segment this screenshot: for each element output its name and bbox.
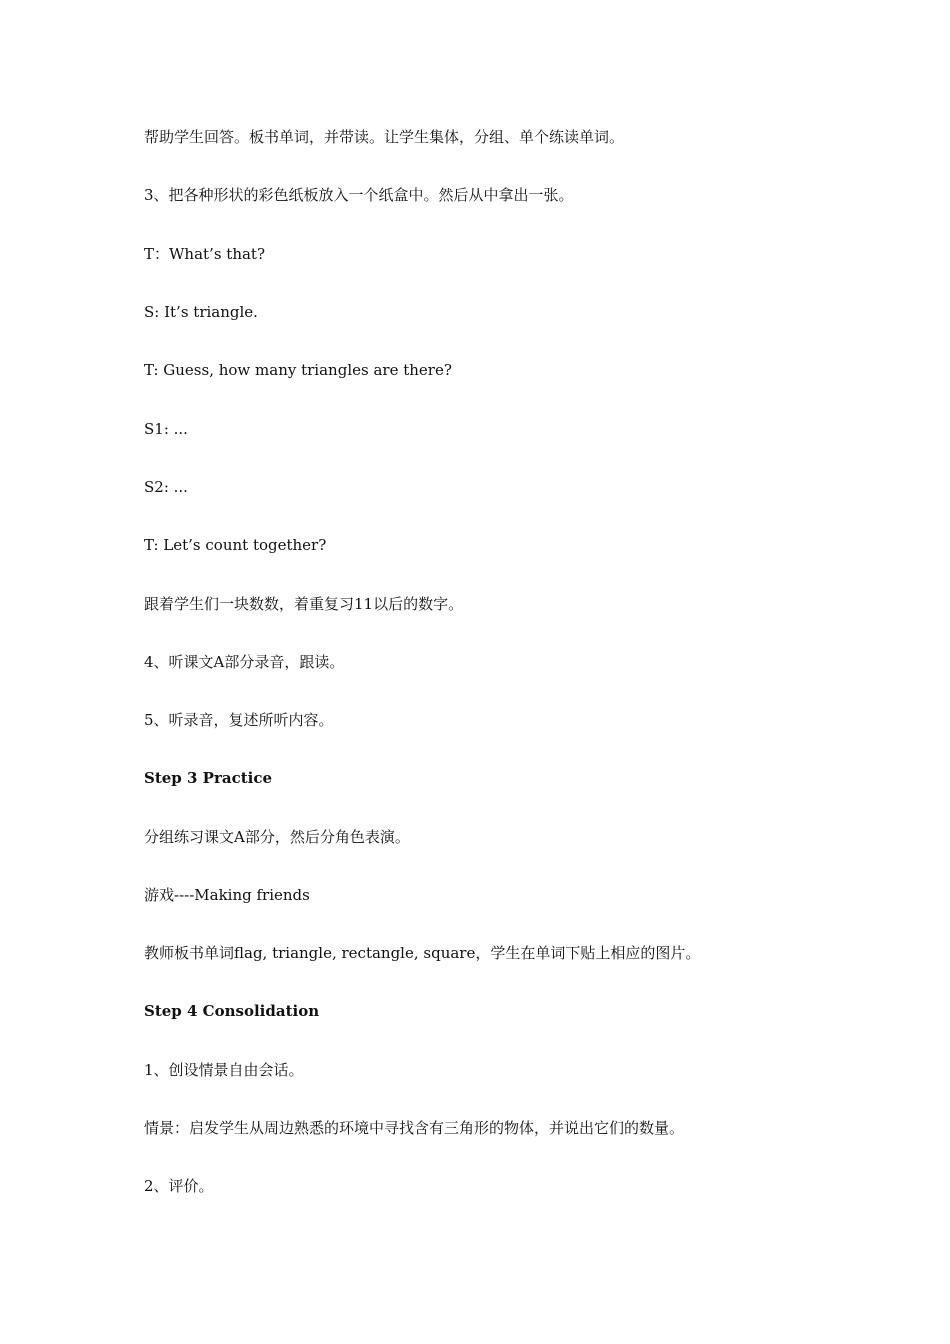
paragraph-free-conversation: 1、创设情景自由会话。 <box>144 1061 304 1079</box>
paragraph-evaluation: 2、评价。 <box>144 1177 214 1195</box>
dialogue-line-teacher-2: T: Guess, how many triangles are there? <box>144 361 452 379</box>
section-heading-practice: Step 3 Practice <box>144 769 273 787</box>
paragraph-game-making-friends: 游戏----Making friends <box>144 886 310 904</box>
dialogue-line-s2: S2: ... <box>144 478 188 496</box>
dialogue-line-teacher-1: T：What’s that? <box>144 245 265 263</box>
dialogue-line-teacher-3: T: Let’s count together? <box>144 536 327 554</box>
dialogue-line-student-1: S: It’s triangle. <box>144 303 258 321</box>
paragraph-group-practice: 分组练习课文A部分，然后分角色表演。 <box>144 828 410 846</box>
paragraph-step-4-listen: 4、听课文A部分录音，跟读。 <box>144 653 345 671</box>
paragraph-scenario: 情景：启发学生从周边熟悉的环境中寻找含有三角形的物体，并说出它们的数量。 <box>144 1119 685 1137</box>
dialogue-line-s1: S1: ... <box>144 420 188 438</box>
paragraph-count-numbers: 跟着学生们一块数数，着重复习11以后的数字。 <box>144 595 464 613</box>
section-heading-consolidation: Step 4 Consolidation <box>144 1002 320 1020</box>
paragraph-step-3-shapes-box: 3、把各种形状的彩色纸板放入一个纸盒中。然后从中拿出一张。 <box>144 186 574 204</box>
paragraph-instructions-answer: 帮助学生回答。板书单词，并带读。让学生集体，分组、单个练读单词。 <box>144 128 625 146</box>
paragraph-board-words: 教师板书单词flag, triangle, rectangle, square，学生在单词下贴上相应的图片。 <box>144 944 701 962</box>
paragraph-step-5-retell: 5、听录音，复述所听内容。 <box>144 711 334 729</box>
